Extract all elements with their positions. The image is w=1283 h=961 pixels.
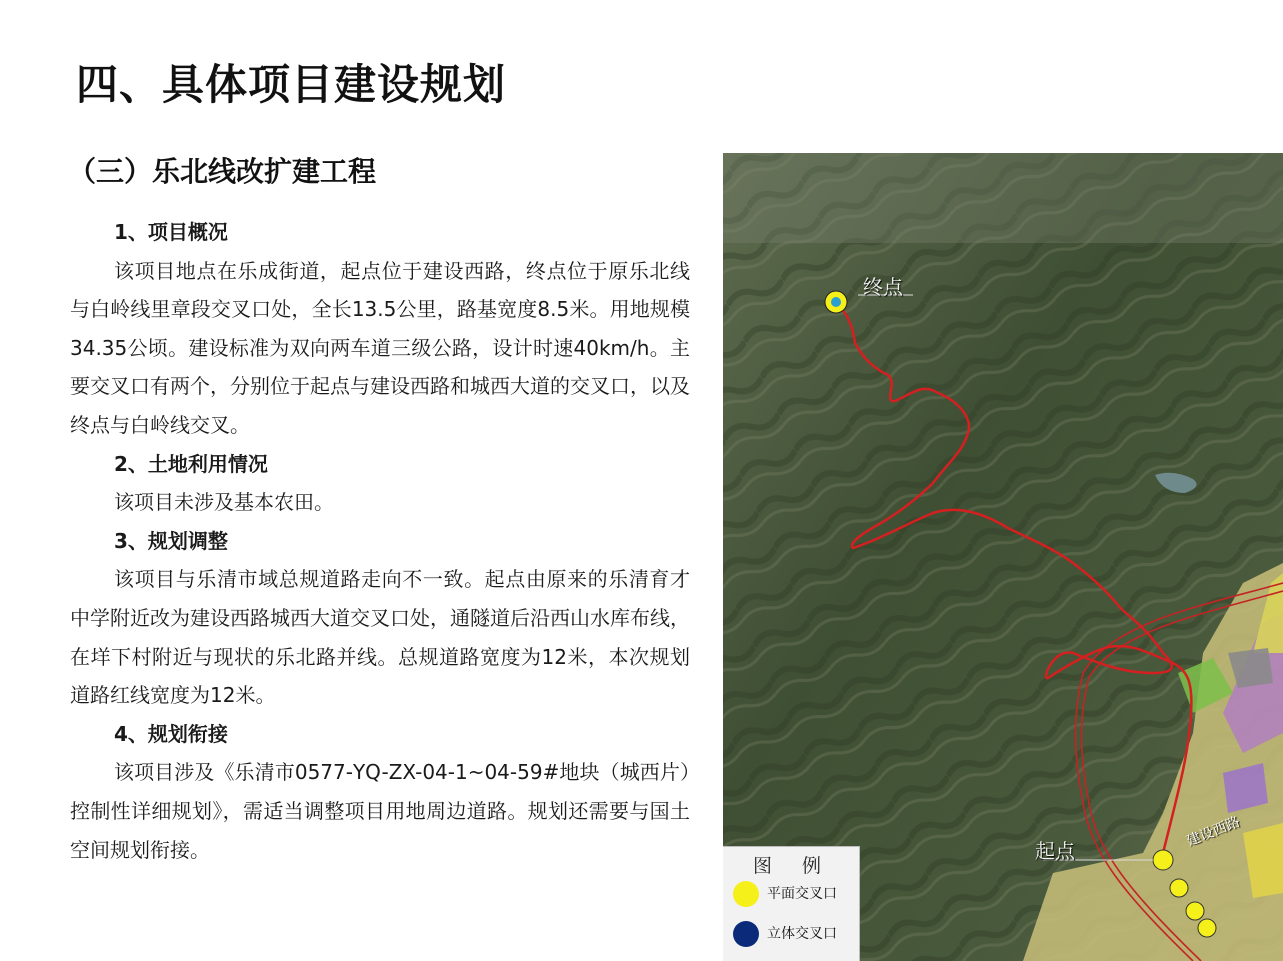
item-paragraph: 该项目与乐清市域总规道路走向不一致。起点由原来的乐清育才中学附近改为建设西路城西大道交叉口处，通隧道后沿西山水库布线，在垟下村附近与现状的乐北路并线。总规道路宽度为12米，本次规划道路红线宽度为12米。 <box>70 567 690 708</box>
legend-item-grade <box>733 921 837 947</box>
end-point-center <box>831 297 841 307</box>
item-paragraph: 该项目未涉及基本农田。 <box>114 490 334 515</box>
terrain-haze <box>723 153 1283 243</box>
legend-flat-label: 平面交叉口 <box>767 886 837 902</box>
legend-item-flat <box>733 881 837 907</box>
satellite-route-map <box>723 153 1283 961</box>
item-heading: 4、规划衔接 <box>114 721 228 746</box>
intersection-marker-3 <box>1186 902 1204 920</box>
map-legend <box>723 846 860 961</box>
item-heading: 1、项目概况 <box>114 220 228 244</box>
item-heading: 2、土地利用情况 <box>114 451 268 476</box>
intersection-marker-2 <box>1170 879 1188 897</box>
section-title: （三）乐北线改扩建工程 <box>68 155 377 188</box>
end-label: 终点 <box>863 275 903 299</box>
road-label: 建设西路 <box>1184 814 1243 850</box>
legend-grade-swatch <box>733 921 759 947</box>
legend-title: 图例 <box>753 855 852 877</box>
start-intersection <box>1153 850 1173 870</box>
legend-flat-swatch <box>733 881 759 907</box>
item-paragraph: 该项目地点在乐成街道，起点位于建设西路，终点位于原乐北线与白岭线里章段交叉口处，全长13.5公里，路基宽度8.5米。用地规模34.35公顷。建设标准为双向两车道三级公路，设计时速40km/h。主要交叉口有两个，分别位于起点与建设西路和城西大道的交叉口，以及终点与白岭线交叉。 <box>70 258 690 437</box>
start-label: 起点 <box>1035 839 1075 863</box>
page-title: 四、具体项目建设规划 <box>76 60 507 109</box>
legend-grade-label: 立体交叉口 <box>767 926 837 942</box>
intersection-marker-4 <box>1198 919 1216 937</box>
item-paragraph: 该项目涉及《乐清市0577-YQ-ZX-04-1~04-59#地块（城西片）控制性详细规划》，需适当调整项目用地周边道路。规划还需要与国土空间规划衔接。 <box>70 760 690 862</box>
content-body <box>70 213 690 869</box>
item-heading: 3、规划调整 <box>114 528 228 553</box>
